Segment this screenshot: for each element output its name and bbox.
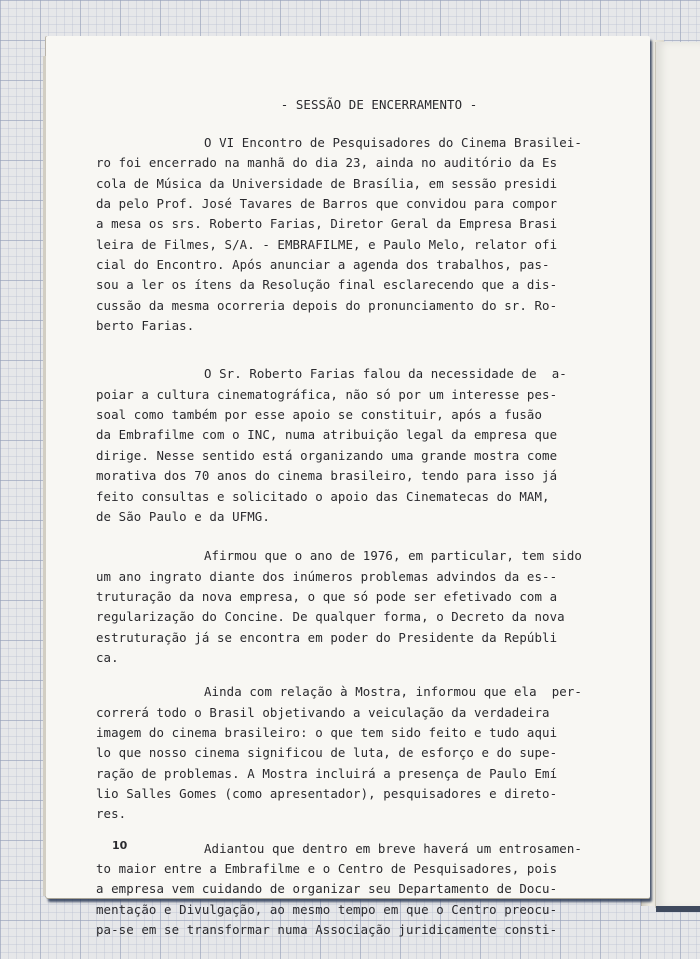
paragraph-1 [96, 133, 596, 336]
paragraph-5 [96, 839, 596, 941]
text-line: berto Farias. [96, 318, 195, 334]
text-line: cola de Música da Universidade de Brasília, em sessão presidi [96, 175, 558, 191]
paragraph-4 [96, 682, 596, 824]
text-line: sou a ler os ítens da Resolução final esclarecendo que a dis- [96, 277, 558, 293]
text-line: cial do Encontro. Após anunciar a agenda dos trabalhos, pas- [96, 257, 550, 273]
text-line: dirige. Nesse sentido está organizando uma grande mostra come [96, 447, 558, 463]
text-line: a mesa os srs. Roberto Farias, Diretor Geral da Empresa Brasi [96, 216, 558, 232]
text-line: a empresa vem cuidando de organizar seu Departamento de Docu- [96, 881, 558, 897]
text-line: lo que nosso cinema significou de luta, de esforço e do supe- [96, 745, 558, 761]
page-number: 10 [112, 839, 128, 852]
text-line: cussão da mesma ocorreria depois do pronunciamento do sr. Ro- [96, 297, 558, 313]
text-line: mentação e Divulgação, ao mesmo tempo em que o Centro preocu- [96, 901, 558, 917]
text-line: truturação da nova empresa, o que só pode ser efetivado com a [96, 588, 558, 604]
facing-page [655, 42, 700, 908]
text-line: ca. [96, 649, 119, 665]
text-line: lio Salles Gomes (como apresentador), pesquisadores e direto- [96, 785, 558, 801]
text-line: feito consultas e solicitado o apoio das Cinematecas do MAM, [96, 488, 550, 504]
text-line: morativa dos 70 anos do cinema brasileiro, tendo para isso já [96, 468, 558, 484]
text-line: imagem do cinema brasileiro: o que tem sido feito e tudo aqui [96, 724, 558, 740]
text-line: Adiantou que dentro em breve haverá um entrosamen- [204, 840, 582, 856]
text-line: pa-se em se transformar numa Associação juridicamente consti- [96, 922, 558, 938]
text-line: to maior entre a Embrafilme e o Centro de Pesquisadores, pois [96, 861, 558, 876]
paragraph-3 [96, 546, 596, 668]
text-line: correrá todo o Brasil objetivando a veiculação da verdadeira [96, 704, 550, 720]
text-line: leira de Filmes, S/A. - EMBRAFILME, e Paulo Melo, relator ofi [96, 236, 558, 252]
page-title: - SESSÃO DE ENCERRAMENTO - [280, 97, 478, 112]
page-edge [43, 56, 46, 896]
text-line: um ano ingrato diante dos inúmeros problemas advindos da es-- [96, 568, 558, 584]
text-line: da pelo Prof. José Tavares de Barros que convidou para compor [96, 196, 558, 212]
page-shadow [656, 906, 700, 912]
text-line: O VI Encontro de Pesquisadores do Cinema Brasilei- [204, 135, 582, 150]
page-content [96, 95, 596, 959]
text-line: poiar a cultura cinematográfica, não só por um interesse pes- [96, 386, 558, 402]
text-line: Afirmou que o ano de 1976, em particular, tem sido [204, 548, 582, 564]
text-line: ração de problemas. A Mostra incluirá a presença de Paulo Emí [96, 765, 558, 781]
text-line: res. [96, 806, 127, 822]
text-line: estruturação já se encontra em poder do Presidente da Repúbli [96, 629, 558, 645]
text-line: O Sr. Roberto Farias falou da necessidade de a- [204, 366, 567, 382]
paragraph-2 [96, 364, 596, 527]
text-line: regularização do Concine. De qualquer forma, o Decreto da nova [96, 609, 565, 625]
text-line: Ainda com relação à Mostra, informou que ela per- [204, 684, 582, 700]
text-line: ro foi encerrado na manhã do dia 23, ainda no auditório da Es [96, 155, 558, 171]
text-line: da Embrafilme com o INC, numa atribuição legal da empresa que [96, 427, 558, 443]
text-line: de São Paulo e da UFMG. [96, 508, 270, 524]
text-line: soal como também por esse apoio se constituir, após a fusão [96, 407, 543, 423]
